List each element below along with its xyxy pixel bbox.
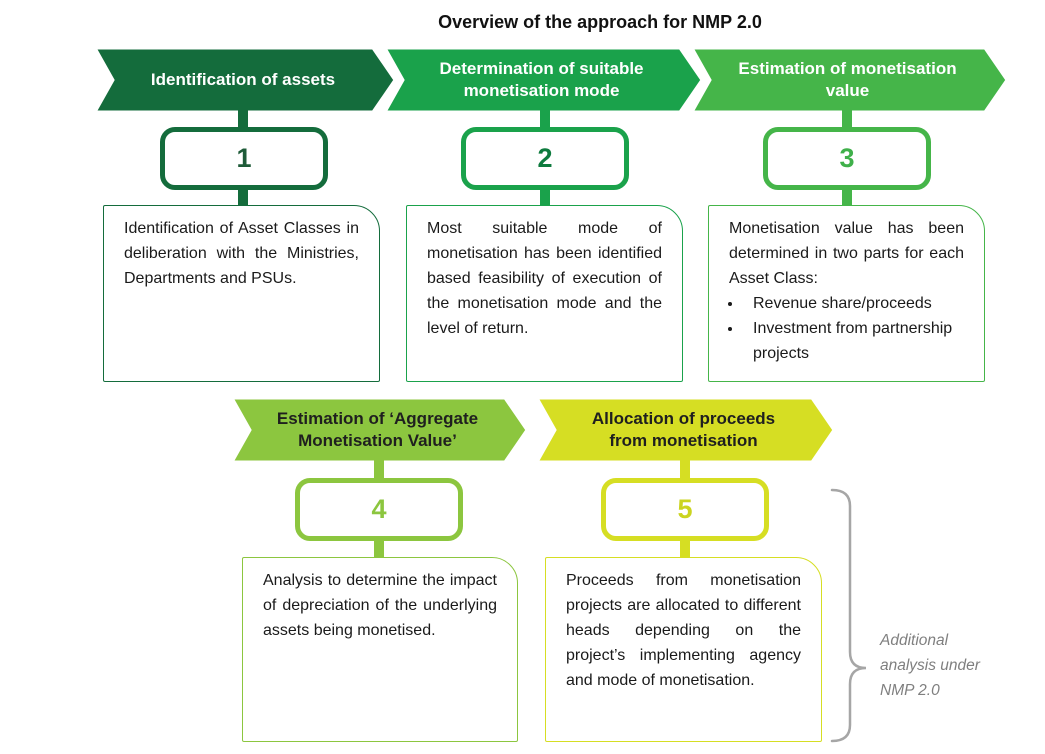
step-bullet-list [729,291,964,366]
annotation-bracket [832,490,866,741]
step-number-box-1 [160,127,328,190]
step-number: 3 [839,143,855,173]
annotation-label: Additional analysis under NMP 2.0 [880,632,980,699]
bullet-item: • Investment from partnership projects [743,316,953,366]
step-number: 4 [371,494,387,524]
banner-label-3 [710,48,985,112]
step-number: 1 [236,143,252,173]
banner-text: Determination of suitable monetisation mode [439,59,644,100]
step-number-box-2 [461,127,629,190]
step-description: Most suitable mode of monetisation has been identified based feasibility of execution of the monetisation mode and the level of return. [427,220,662,337]
step-description-box-3 [708,205,985,382]
step-description-box-2 [406,205,683,382]
step-description-box-5 [545,557,822,742]
banner-label-2 [403,48,680,112]
step-description: Analysis to determine the impact of depreciation of the underlying assets being monetised. [263,572,497,639]
bullet-item: • Revenue share/proceeds [743,291,953,316]
banner-label-1 [113,48,373,112]
banner-label-4 [250,398,505,462]
step-number-box-3 [763,127,931,190]
step-description-box-4 [242,557,518,742]
banner-text: Estimation of monetisation value [738,59,957,100]
step-description: Monetisation value has been determined in two parts for each Asset Class: [729,220,964,287]
step-number-box-5 [601,478,769,541]
step-number: 5 [677,494,693,524]
step-description: Identification of Asset Classes in deliberation with the Ministries, Departments and PSUs. [124,220,359,287]
banner-text: Allocation of proceeds from monetisation [591,409,776,450]
step-number-box-4 [295,478,463,541]
banner-text: Identification of assets [150,70,336,89]
step-number: 2 [537,143,553,173]
step-description: Proceeds from monetisation projects are allocated to different heads depending on the project’s implementing agency and mode of monetisation. [566,572,801,689]
banner-text: Estimation of ‘Aggregate Monetisation Value’ [276,409,479,450]
step-description-box-1 [103,205,380,382]
page-title: Overview of the approach for NMP 2.0 [438,12,762,32]
banner-label-5 [555,398,812,462]
